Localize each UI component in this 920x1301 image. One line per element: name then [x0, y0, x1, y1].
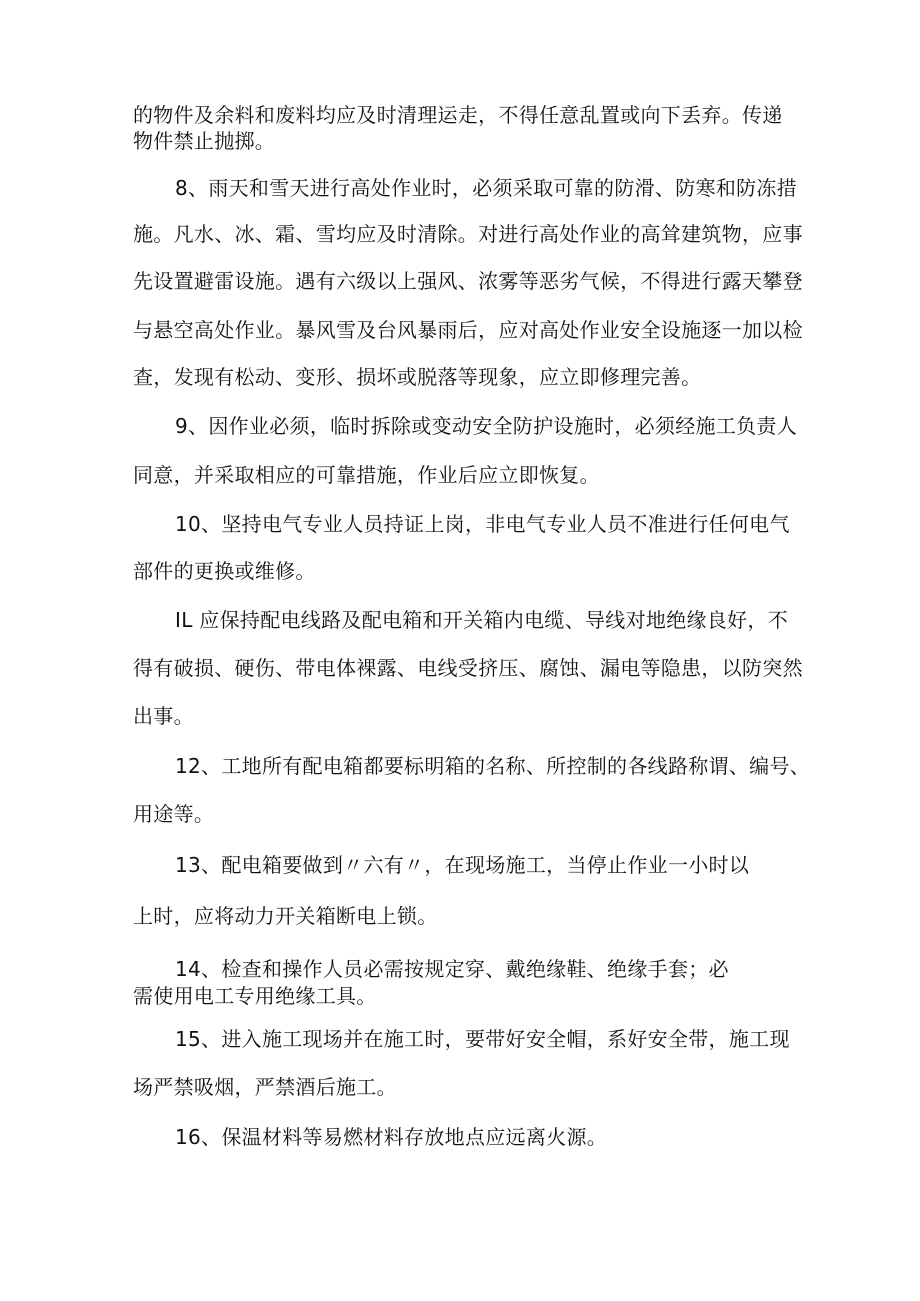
text-line: 需使用电工专用绝缘工具。 — [133, 984, 377, 1008]
text-line: 施。凡水、冰、霜、雪均应及时清除。对进行高处作业的高耸建筑物，应事 — [133, 222, 803, 246]
text-line: 上时，应将动力开关箱断电上锁。 — [133, 904, 438, 928]
text-line: 先设置避雷设施。遇有六级以上强风、浓雾等恶劣气候，不得进行露天攀登 — [133, 269, 803, 293]
text-line: 9、因作业必须，临时拆除或变动安全防护设施时，必须经施工负责人 — [175, 414, 798, 438]
text-line: 部件的更换或维修。 — [133, 559, 316, 583]
text-line: 物件禁止抛掷。 — [133, 129, 276, 153]
text-line: 8、雨天和雪天进行高处作业时，必须采取可靠的防滑、防寒和防冻措 — [175, 176, 798, 200]
text-line: 与悬空高处作业。暴风雪及台风暴雨后，应对高处作业安全设施逐一加以检 — [133, 318, 803, 342]
text-line: 14、检查和操作人员必需按规定穿、戴绝缘鞋、绝缘手套；必 — [175, 957, 729, 981]
text-line: 15、进入施工现场并在施工时，要带好安全帽，系好安全带，施工现 — [175, 1027, 790, 1051]
text-line: 的物件及余料和废料均应及时清理运走，不得任意乱置或向下丢弃。传递 — [133, 103, 783, 127]
text-line: 得有破损、硬伤、带电体裸露、电线受挤压、腐蚀、漏电等隐患，以防突然 — [133, 656, 803, 680]
text-line: 场严禁吸烟，严禁酒后施工。 — [133, 1075, 397, 1099]
text-line: 查，发现有松动、变形、损坏或脱落等现象，应立即修理完善。 — [133, 365, 702, 389]
text-line: 13、配电箱要做到〃六有〃，在现场施工，当停止作业一小时以 — [175, 853, 750, 877]
text-line: 16、保温材料等易燃材料存放地点应远离火源。 — [175, 1125, 608, 1149]
text-line: 用途等。 — [133, 802, 215, 826]
text-line: 出事。 — [133, 704, 194, 728]
text-line: 10、坚持电气专业人员持证上岗，非电气专业人员不准进行任何电气 — [175, 512, 790, 536]
text-line: 12、工地所有配电箱都要标明箱的名称、所控制的各线路称谓、编号、 — [175, 754, 811, 778]
text-line: IL 应保持配电线路及配电箱和开关箱内电缆、导线对地绝缘良好，不 — [175, 608, 788, 632]
text-line: 同意，并采取相应的可靠措施，作业后应立即恢复。 — [133, 463, 600, 487]
